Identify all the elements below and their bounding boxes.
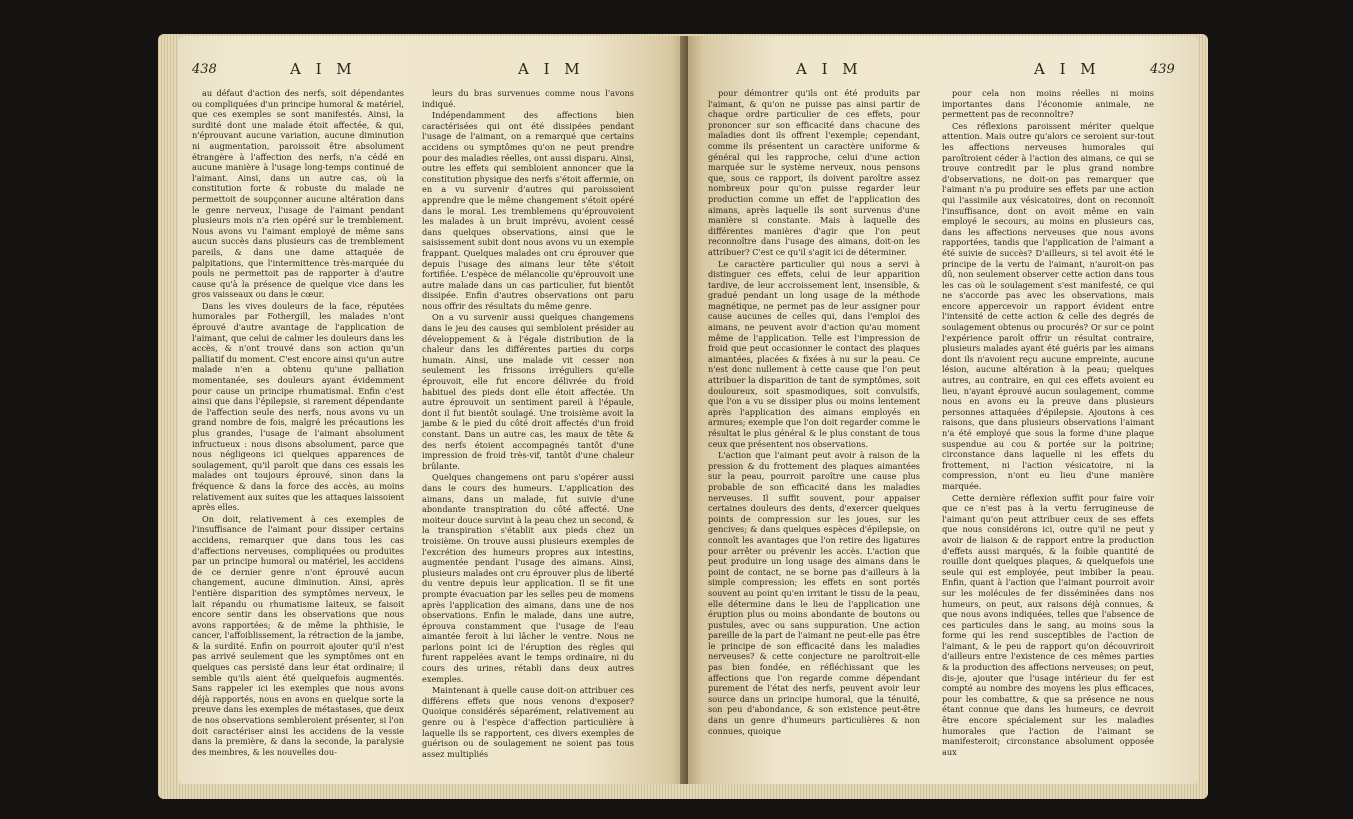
paragraph: On doit, relativement à ces exemples de l'insuffisance de l'aimant pour dissiper certains accidens, remarquer que dans tous les cas d'affections nerveuses, compliquées ou produites par un principe humoral ou matériel, les accidens de ce dernier genre n'ont éprouvé aucun changement, aucune diminution. Ainsi, après l'entière disparition des symptômes nerveux, le lait répandu ou rhumatisme laiteux, se faisoit encore sentir dans les observations que nous avons rapportées; & de même la phthisie, le cancer, l'affoiblissement, la rétraction de la jambe, & la surdité. Enfin on pourroit ajouter qu'il n'est pas arrivé seulement que les symptômes ont en quelques cas persisté dans leur état ordinaire; il semble qu'ils aient été quelquefois augmentés. Sans rappeler ici les exemples que nous avons déjà rapportés, nous en avons en quelque sorte la preuve dans les exemples de métastases, que deux de nos observations sembleroient présenter, si l'on doit caractériser ainsi les accidens de la vessie dans la première, & dans la seconde, la paralysie des membres, & les nouvelles dou- xyxy=(192,513,404,757)
paragraph: Indépendamment des affections bien caractérisées qui ont été dissipées pendant l'usage de l'aimant, on a remarqué que certains accidens ou symptômes qu'on ne peut prendre pour des maladies réelles, ont aussi disparu. Ainsi, outre les effets qui sembloient annoncer que la constitution physique des nerfs s'étoit affermie, on en a vu survenir d'autres qui paroissoient apprendre que le même changement s'étoit opéré dans le moral. Les tremblemens qu'éprouvoient les malades à un bruit imprévu, avoient cessé dans quelques observations, ainsi que le saisissement subit dont nous avons vu un exemple frappant. Quelques malades ont cru éprouver que depuis l'usage des aimans leur tête s'étoit fortifiée. L'espèce de mélancolie qu'éprouvoit une autre malade dans un cas particulier, fut bientôt dissipée. Enfin d'autres observations ont paru nous offrir des résultats du même genre. xyxy=(422,110,634,311)
paragraph: Ces réflexions paroissent mériter quelque attention. Mais outre qu'alors ce seroient sur-tout les affections nerveuses humorales qui paroîtroient céder à l'action des aimans, ce qui se trouve contredit par le plus grand nombre d'observations, ne doit-on pas remarquer que l'aimant n'a pu produire ses effets par une action qui l'assimile aux vésicatoires, dont on reconnoît l'insuffisance, dont on avoit même en vain employé le secours, au moins en plusieurs cas, dans les affections nerveuses que nous avons rapportées, tandis que l'application de l'aimant a été suivie de succès? D'ailleurs, si tel avoit été le principe de la vertu de l'aimant, n'auroit-on pas dû, non seulement observer cette action dans tous les cas où le soulagement s'est manifesté, ce qui ne s'accorde pas avec les observations, mais encore appercevoir un rapport évident entre l'intensité de cette action & celle des degrés de soulagement obtenus ou procurés? Or sur ce point l'expérience paroît offrir un résultat contraire, plusieurs malades ayant été guéris par les aimans dont ils n'avoient reçu aucune empreinte, aucune lésion, aucune altération à la peau; quelques autres, au contraire, en qui ces effets avoient eu lieu, n'ayant éprouvé aucun soulagement, comme nous en avons eu la preuve dans plusieurs personnes attaquées d'épilepsie. Ajoutons à ces raisons, que dans plusieurs observations l'aimant n'a été employé que sous la forme d'une plaque suspendue au cou & portée sur la poitrine; circonstance dans laquelle ni les effets du frottement, ni l'action vésicatoire, ni la compression, n'ont eu lieu d'une manière marquée. xyxy=(942,120,1154,491)
paragraph: Cette dernière réflexion suffit pour faire voir que ce n'est pas à la vertu ferrugineuse de l'aimant qu'on peut attribuer ceux de ses effets que nous considérons ici, outre qu'il ne peut y avoir de liaison & de rapport entre la production d'effets aussi marqués, & la foible quantité de rouille dont quelques plaques, & quelquefois une seule qui est employée, peut imbiber la peau. Enfin, quant à l'action que l'aimant pourroit avoir sur les molécules de fer disséminées dans nos humeurs, on peut, aux raisons déjà connues, & que nous avons indiquées, telles que l'absence de ces particules dans le sang, au moins sous la forme qui les rend susceptibles de l'action de l'aimant, & le peu de rapport qu'on découvriroit d'ailleurs entre l'existence de ces mêmes parties & la production des affections nerveuses; on peut, dis-je, ajouter que l'usage intérieur du fer est compté au nombre des moyens les plus efficaces, pour les combattre, & que sa présence ne nous étant connue que dans les humeurs, ce devroit être encore spécialement sur les maladies humorales que l'action de l'aimant se manifesteroit; circonstance absolument opposée aux xyxy=(942,492,1154,757)
paragraph: L'action que l'aimant peut avoir à raison de la pression & du frottement des plaques aimantées sur la peau, pourroit paroître une cause plus probable de son efficacité dans les maladies nerveuses. Il suffit souvent, pour appaiser certaines douleurs des dents, d'exercer quelques points de compression sur les joues, sur les gencives; & dans quelques espèces d'épilepsie, on connoît les avantages que l'on retire des ligatures pour arrêter ou prévenir les accès. L'action que peut produire un long usage des aimans dans le point de contact, ne se borne pas d'ailleurs à la simple compression; les effets en sont portés souvent au point qu'en irritant le tissu de la peau, elle détermine dans le lieu de l'application une éruption plus ou moins abondante de boutons ou pustules, avec ou sans suppuration. Une action pareille de la part de l'aimant ne peut-elle pas être le principe de son efficacité dans les maladies nerveuses? & cette conjecture ne paroîtroit-elle pas bien fondée, en réfléchissant que les affections que l'on regarde comme dépendant purement de l'état des nerfs, peuvent avoir leur source dans un principe humoral, que la ténuité, son peu d'abondance, & son existence peut-être dans un genre d'humeurs particulières & non connues, quoique xyxy=(708,450,920,736)
right-column-1 xyxy=(708,88,920,737)
paragraph: pour cela non moins réelles ni moins importantes dans l'économie animale, ne permettent pas de reconnoître? xyxy=(942,88,1154,120)
left-column-1 xyxy=(192,88,404,758)
paragraph: Maintenant à quelle cause doit-on attribuer ces différens effets que nous venons d'exposer? Quoique considérés séparément, relativement au genre ou à l'espèce d'affection particulière à laquelle ils se rapportent, ces divers exemples de guérison ou de soulagement ne soient pas tous assez multipliés xyxy=(422,685,634,759)
paragraph: leurs du bras survenues comme nous l'avons indiqué. xyxy=(422,88,634,109)
left-page-number: 438 xyxy=(192,62,217,77)
right-running-head: A I M xyxy=(796,60,863,78)
left-column-2 xyxy=(422,88,634,760)
right-page-number: 439 xyxy=(1150,62,1175,77)
paragraph: Quelques changemens ont paru s'opérer aussi dans le cours des humeurs. L'application des aimans, dans un malade, fut suivie d'une abondante transpiration du côté affecté. Une moiteur douce survint à la peau chez un second, & la transpiration s'établit aux pieds chez un troisième. On trouve aussi plusieurs exemples de l'excrétion des humeurs propres aux intestins, augmentée pendant l'usage des aimans. Ainsi, plusieurs malades ont cru éprouver plus de liberté du ventre depuis leur application. Il se fit une prompte évacuation par les selles peu de momens après l'application des aimans, dans une de nos observations. Enfin le malade, dans une autre, éprouva constamment que l'usage de l'eau aimantée feroit à lui lâcher le ventre. Nous ne parlons point ici de l'éruption des règles qui furent rappelées avant le temps ordinaire, ni du cours des urines, rétabli dans deux autres exemples. xyxy=(422,472,634,684)
left-running-head: A I M xyxy=(290,60,357,78)
right-column-2 xyxy=(942,88,1154,758)
right-running-head-col2: A I M xyxy=(1034,60,1101,78)
left-running-head-col2: A I M xyxy=(518,60,585,78)
right-page xyxy=(688,36,1198,784)
paragraph: Dans les vives douleurs de la face, réputées humorales par Fothergill, les malades n'ont éprouvé d'autre avantage de l'application de l'aimant, que celui de calmer les douleurs dans les accès, & n'ont trouvé dans son action qu'un palliatif du moment. C'est encore ainsi qu'un autre malade n'en a obtenu qu'une palliation momentanée, ses douleurs ayant évidemment pour cause un principe rhumatismal. Enfin c'est ainsi que dans l'épilepsie, si rarement dépendante de l'affection seule des nerfs, nous avons vu un grand nombre de fois, malgré les précautions les plus grandes, l'usage de l'aimant absolument infructueux : nous disons absolument, parce que nous négligeons ici quelques apparences de soulagement, qu'il paroît que dans ces essais les malades ont toujours éprouvé, sinon dans la fréquence & dans la force des accès, au moins relativement aux suites que les attaques laissoient après elles. xyxy=(192,300,404,513)
paragraph: On a vu survenir aussi quelques changemens dans le jeu des causes qui sembloient présider au développement & à l'égale distribution de la chaleur dans les différentes parties du corps humain. Ainsi, une malade vit cesser non seulement les frissons irréguliers qu'elle éprouvoit, elle fut encore délivrée du froid habituel des pieds dont elle étoit affectée. Un autre éprouvoit un sentiment pareil à l'épaule, dont il fut bientôt soulagé. Une troisième avoit la jambe & le pied du côté droit affectés d'un froid constant. Dans un autre cas, les maux de tête & des nerfs étoient accompagnés tantôt d'une impression de froid très-vif, tantôt d'une chaleur brûlante. xyxy=(422,312,634,471)
paragraph: Le caractère particulier qui nous a servi à distinguer ces effets, celui de leur apparition tardive, de leur accroissement lent, insensible, & gradué pendant un long usage de la méthode magnétique, ne permet pas de leur assigner pour cause aucunes de celles qui, dans l'emploi des aimans, ne peuvent avoir d'action qu'au moment même de l'application. Telle est l'impression de froid que peut occasionner le contact des plaques aimantées, placées & fixées à nu sur la peau. Ce n'est donc nullement à cette cause que l'on peut attribuer la disparition de tant de symptômes, soit douloureux, soit spasmodiques, soit convulsifs, que l'on a vu se dissiper plus ou moins lentement après l'application des aimans employés en armures; exemple que l'on doit regarder comme le résultat le plus général & le plus constant de tous ceux que présentent nos observations. xyxy=(708,258,920,449)
paragraph: au défaut d'action des nerfs, soit dépendantes ou compliquées d'un principe humoral & matériel, que ces exemples se sont manifestés. Ainsi, la surdité dont une malade étoit affectée, & qui, n'éprouvant aucune variation, aucune diminution ni augmentation, paroissoit être absolument étrangère à l'affection des nerfs, n'a cédé en aucune manière à l'usage long-temps continué de l'aimant. Ainsi, dans un autre cas, où la constitution forte & robuste du malade ne permettoit de soupçonner aucune altération dans le genre nerveux, l'usage de l'aimant pendant plusieurs mois n'a rien opéré sur le tremblement. Nous avons vu l'aimant employé de même sans aucun succès dans plusieurs cas de tremblement pareils, & dans une dame attaquée de palpitations, que l'intermittence très-marquée du pouls ne permettoit pas de rapporter à d'autre cause qu'à la présence de quelque vice dans les gros vaisseaux ou dans le cœur. xyxy=(192,88,404,300)
book xyxy=(8,6,1345,813)
left-page xyxy=(178,36,686,784)
paragraph: pour démontrer qu'ils ont été produits par l'aimant, & qu'on ne puisse pas ainsi partir de chaque ordre particulier de ces effets, pour prononcer sur son efficacité dans chacune des maladies dont ils offrent l'exemple; cependant, comme ils présentent un caractère uniforme & général qui les rapproche, celui d'une action marquée sur le système nerveux, nous pensons que, sous ce rapport, ils doivent paroître assez nombreux pour qu'on puisse regarder leur production comme un effet de l'application des aimans, après laquelle ils sont survenus d'une manière si constante. Mais à laquelle des différentes manières d'agir que l'on peut reconnoître dans l'usage des aimans, doit-on les attribuer? C'est ce qu'il s'agit ici de déterminer. xyxy=(708,88,920,257)
